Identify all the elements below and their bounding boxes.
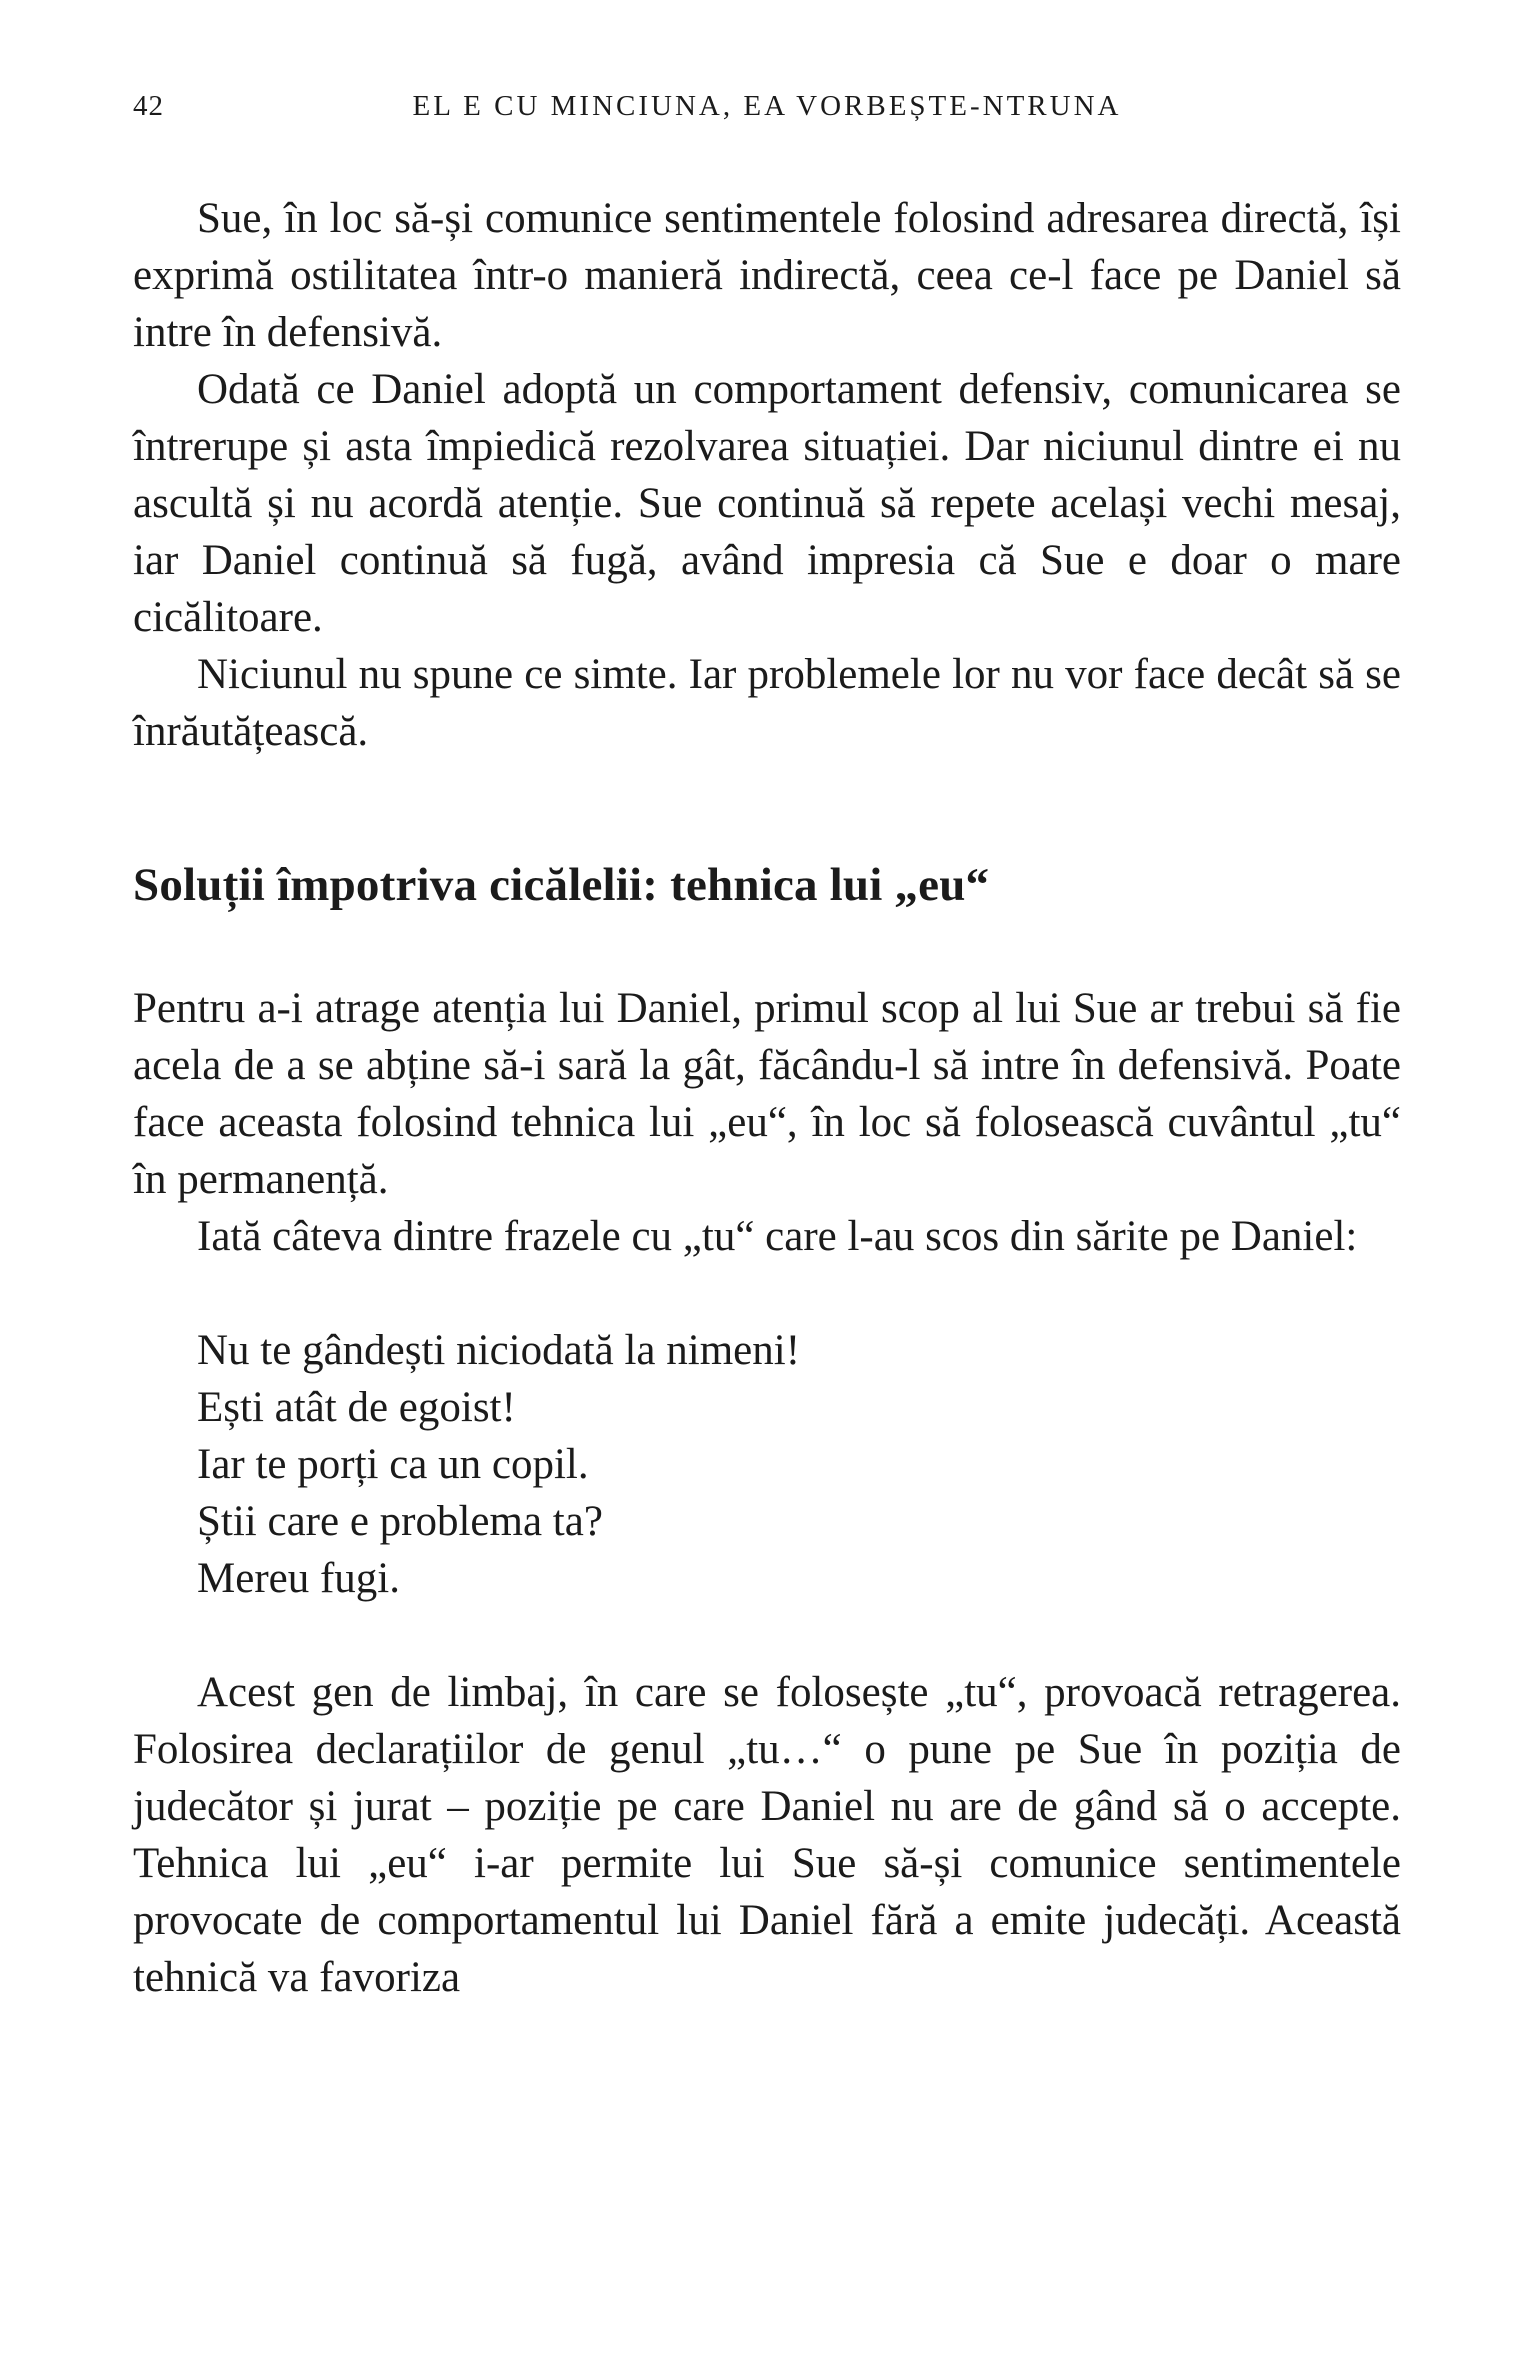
quote-line-4: Știi care e problema ta? (197, 1498, 603, 1545)
para-4: Pentru a-i atrage atenția lui Daniel, primul scop al lui Sue ar trebui să fie acela de a se abține să-i sară la gât, făcându-l să intre în defensivă. Poate face aceasta folosind tehnica lui „eu“, în loc să folosească cuvântul „tu“ în permanență. (133, 985, 1401, 1203)
para-3: Niciunul nu spune ce simte. Iar problemele lor nu vor face decât să se înrăutățească. (133, 651, 1401, 755)
quote-line-5: Mereu fugi. (197, 1555, 400, 1602)
quote-list (197, 1322, 1401, 1607)
page-header (133, 88, 1401, 128)
text-block (133, 190, 1401, 2006)
quote-line-2: Ești atât de egoist! (197, 1384, 516, 1431)
para-1: Sue, în loc să-și comunice sentimentele folosind adresarea directă, își exprimă ostilitatea într-o manieră indirectă, ceea ce-l face pe Daniel să intre în defensivă. (133, 195, 1401, 356)
para-2: Odată ce Daniel adoptă un comportament defensiv, comunicarea se întrerupe și asta împiedică rezolvarea situației. Dar niciunul dintre ei nu ascultă și nu acordă atenție. Sue continuă să repete același vechi mesaj, iar Daniel continuă să fugă, având impresia că Sue e doar o mare cicălitoare. (133, 366, 1401, 641)
quote-line-3: Iar te porți ca un copil. (197, 1441, 589, 1488)
para-5: Iată câteva dintre frazele cu „tu“ care l-au scos din sărite pe Daniel: (197, 1213, 1358, 1260)
page-number: 42 (133, 90, 164, 122)
running-header: EL E CU MINCIUNA, EA VORBEȘTE-NTRUNA (412, 90, 1122, 122)
section-heading: Soluții împotriva cicălelii: tehnica lui „eu“ (133, 859, 990, 911)
quote-line-1: Nu te gândești niciodată la nimeni! (197, 1327, 801, 1374)
para-6: Acest gen de limbaj, în care se folosește „tu“, provoacă retragerea. Folosirea declarațiilor de genul „tu…“ o pune pe Sue în poziția de judecător și jurat – poziție pe care Daniel nu are de gând să o accepte. Tehnica lui „eu“ i-ar permite lui Sue să-și comunice sentimentele provocate de comportamentul lui Daniel fără a emite judecăți. Această tehnică va favoriza (133, 1669, 1401, 2001)
